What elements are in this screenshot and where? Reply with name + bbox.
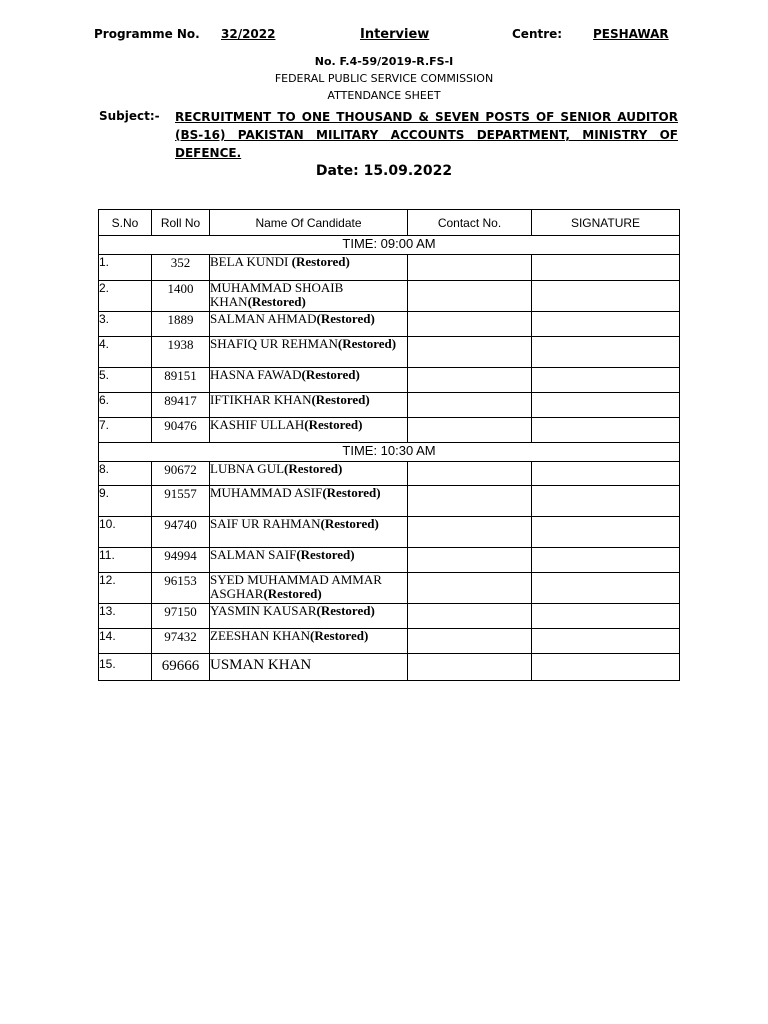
candidate-name: MUHAMMAD ASIF(Restored) (210, 486, 408, 517)
organization-name: FEDERAL PUBLIC SERVICE COMMISSION (274, 72, 494, 85)
serial-number: 15. (99, 654, 152, 681)
table-row (99, 312, 680, 337)
serial-number: 11. (99, 548, 152, 573)
restored-tag: (Restored) (320, 516, 379, 531)
serial-number: 10. (99, 517, 152, 548)
roll-number: 69666 (152, 654, 210, 681)
serial-number: 9. (99, 486, 152, 517)
serial-number: 1. (99, 255, 152, 281)
roll-number: 97432 (152, 629, 210, 654)
contact-cell (408, 418, 532, 443)
contact-cell (408, 486, 532, 517)
table-row (99, 368, 680, 393)
roll-number: 90672 (152, 462, 210, 486)
signature-cell (532, 654, 680, 681)
contact-cell (408, 517, 532, 548)
table-row (99, 654, 680, 681)
contact-cell (408, 393, 532, 418)
serial-number: 7. (99, 418, 152, 443)
restored-tag: (Restored) (311, 392, 370, 407)
serial-number: 3. (99, 312, 152, 337)
candidate-name: SALMAN SAIF(Restored) (210, 548, 408, 573)
table-header-row (99, 210, 680, 236)
roll-number: 89151 (152, 368, 210, 393)
table-row (99, 255, 680, 281)
candidate-name: SAIF UR RAHMAN(Restored) (210, 517, 408, 548)
restored-tag: (Restored) (301, 367, 360, 382)
signature-cell (532, 517, 680, 548)
column-header-signature: SIGNATURE (532, 210, 680, 236)
column-header-roll: Roll No (152, 210, 210, 236)
roll-number: 97150 (152, 604, 210, 629)
table-row (99, 418, 680, 443)
serial-number: 4. (99, 337, 152, 368)
roll-number: 1889 (152, 312, 210, 337)
roll-number: 96153 (152, 573, 210, 604)
contact-cell (408, 654, 532, 681)
contact-cell (408, 462, 532, 486)
roll-number: 90476 (152, 418, 210, 443)
interview-label: Interview (360, 27, 430, 42)
contact-cell (408, 604, 532, 629)
signature-cell (532, 368, 680, 393)
signature-cell (532, 312, 680, 337)
signature-cell (532, 462, 680, 486)
sheet-title: ATTENDANCE SHEET (327, 89, 441, 102)
candidate-name: USMAN KHAN (210, 654, 408, 681)
signature-cell (532, 255, 680, 281)
serial-number: 6. (99, 393, 152, 418)
candidate-name: SHAFIQ UR REHMAN(Restored) (210, 337, 408, 368)
roll-number: 89417 (152, 393, 210, 418)
time-slot-row (99, 443, 680, 462)
table-row (99, 604, 680, 629)
serial-number: 12. (99, 573, 152, 604)
table-row (99, 486, 680, 517)
roll-number: 94994 (152, 548, 210, 573)
restored-tag: (Restored) (316, 311, 375, 326)
signature-cell (532, 629, 680, 654)
time-slot-label: TIME: 09:00 AM (99, 236, 680, 255)
table-row (99, 281, 680, 312)
signature-cell (532, 337, 680, 368)
column-header-sno: S.No (99, 210, 152, 236)
restored-tag: (Restored) (316, 603, 375, 618)
table-row (99, 548, 680, 573)
restored-tag: (Restored) (304, 417, 363, 432)
serial-number: 8. (99, 462, 152, 486)
candidate-name: IFTIKHAR KHAN(Restored) (210, 393, 408, 418)
restored-tag: (Restored) (263, 586, 322, 601)
reference-number: No. F.4-59/2019-R.FS-I (314, 55, 454, 68)
signature-cell (532, 604, 680, 629)
candidate-name: ZEESHAN KHAN(Restored) (210, 629, 408, 654)
time-slot-label: TIME: 10:30 AM (99, 443, 680, 462)
contact-cell (408, 312, 532, 337)
centre-value: PESHAWAR (593, 27, 669, 41)
time-slot-row (99, 236, 680, 255)
candidate-name: HASNA FAWAD(Restored) (210, 368, 408, 393)
signature-cell (532, 418, 680, 443)
contact-cell (408, 281, 532, 312)
contact-cell (408, 337, 532, 368)
signature-cell (532, 486, 680, 517)
serial-number: 5. (99, 368, 152, 393)
contact-cell (408, 573, 532, 604)
subject-label: Subject:- (99, 109, 160, 123)
candidate-name: YASMIN KAUSAR(Restored) (210, 604, 408, 629)
candidate-name: SALMAN AHMAD(Restored) (210, 312, 408, 337)
roll-number: 352 (152, 255, 210, 281)
serial-number: 14. (99, 629, 152, 654)
subject-text: RECRUITMENT TO ONE THOUSAND & SEVEN POSTS OF SENIOR AUDITOR (BS-16) PAKISTAN MILITARY ACCOUNTS DEPARTMENT, MINISTRY OF DEFENCE. (175, 110, 678, 160)
centre-label: Centre: (512, 27, 563, 41)
candidate-name: KASHIF ULLAH(Restored) (210, 418, 408, 443)
restored-tag: (Restored) (296, 547, 355, 562)
restored-tag: (Restored) (322, 485, 381, 500)
table-row (99, 573, 680, 604)
table-row (99, 337, 680, 368)
candidate-name: LUBNA GUL(Restored) (210, 462, 408, 486)
restored-tag: (Restored) (288, 254, 350, 269)
restored-tag: (Restored) (247, 294, 306, 309)
programme-number: 32/2022 (221, 27, 276, 41)
table-row (99, 462, 680, 486)
contact-cell (408, 548, 532, 573)
candidate-name: MUHAMMAD SHOAIB KHAN(Restored) (210, 281, 408, 312)
table-row (99, 629, 680, 654)
roll-number: 1938 (152, 337, 210, 368)
candidate-name: BELA KUNDI (Restored) (210, 255, 408, 281)
restored-tag: (Restored) (284, 461, 343, 476)
serial-number: 13. (99, 604, 152, 629)
restored-tag: (Restored) (337, 336, 397, 351)
table-row (99, 517, 680, 548)
signature-cell (532, 573, 680, 604)
serial-number: 2. (99, 281, 152, 312)
candidate-name: SYED MUHAMMAD AMMAR ASGHAR(Restored) (210, 573, 408, 604)
interview-date: Date: 15.09.2022 (315, 163, 453, 179)
column-header-name: Name Of Candidate (210, 210, 408, 236)
column-header-contact: Contact No. (408, 210, 532, 236)
contact-cell (408, 368, 532, 393)
restored-tag: (Restored) (310, 628, 369, 643)
contact-cell (408, 255, 532, 281)
programme-label: Programme No. (94, 27, 200, 41)
attendance-table (98, 209, 680, 681)
signature-cell (532, 393, 680, 418)
roll-number: 91557 (152, 486, 210, 517)
roll-number: 94740 (152, 517, 210, 548)
signature-cell (532, 548, 680, 573)
roll-number: 1400 (152, 281, 210, 312)
table-row (99, 393, 680, 418)
contact-cell (408, 629, 532, 654)
signature-cell (532, 281, 680, 312)
